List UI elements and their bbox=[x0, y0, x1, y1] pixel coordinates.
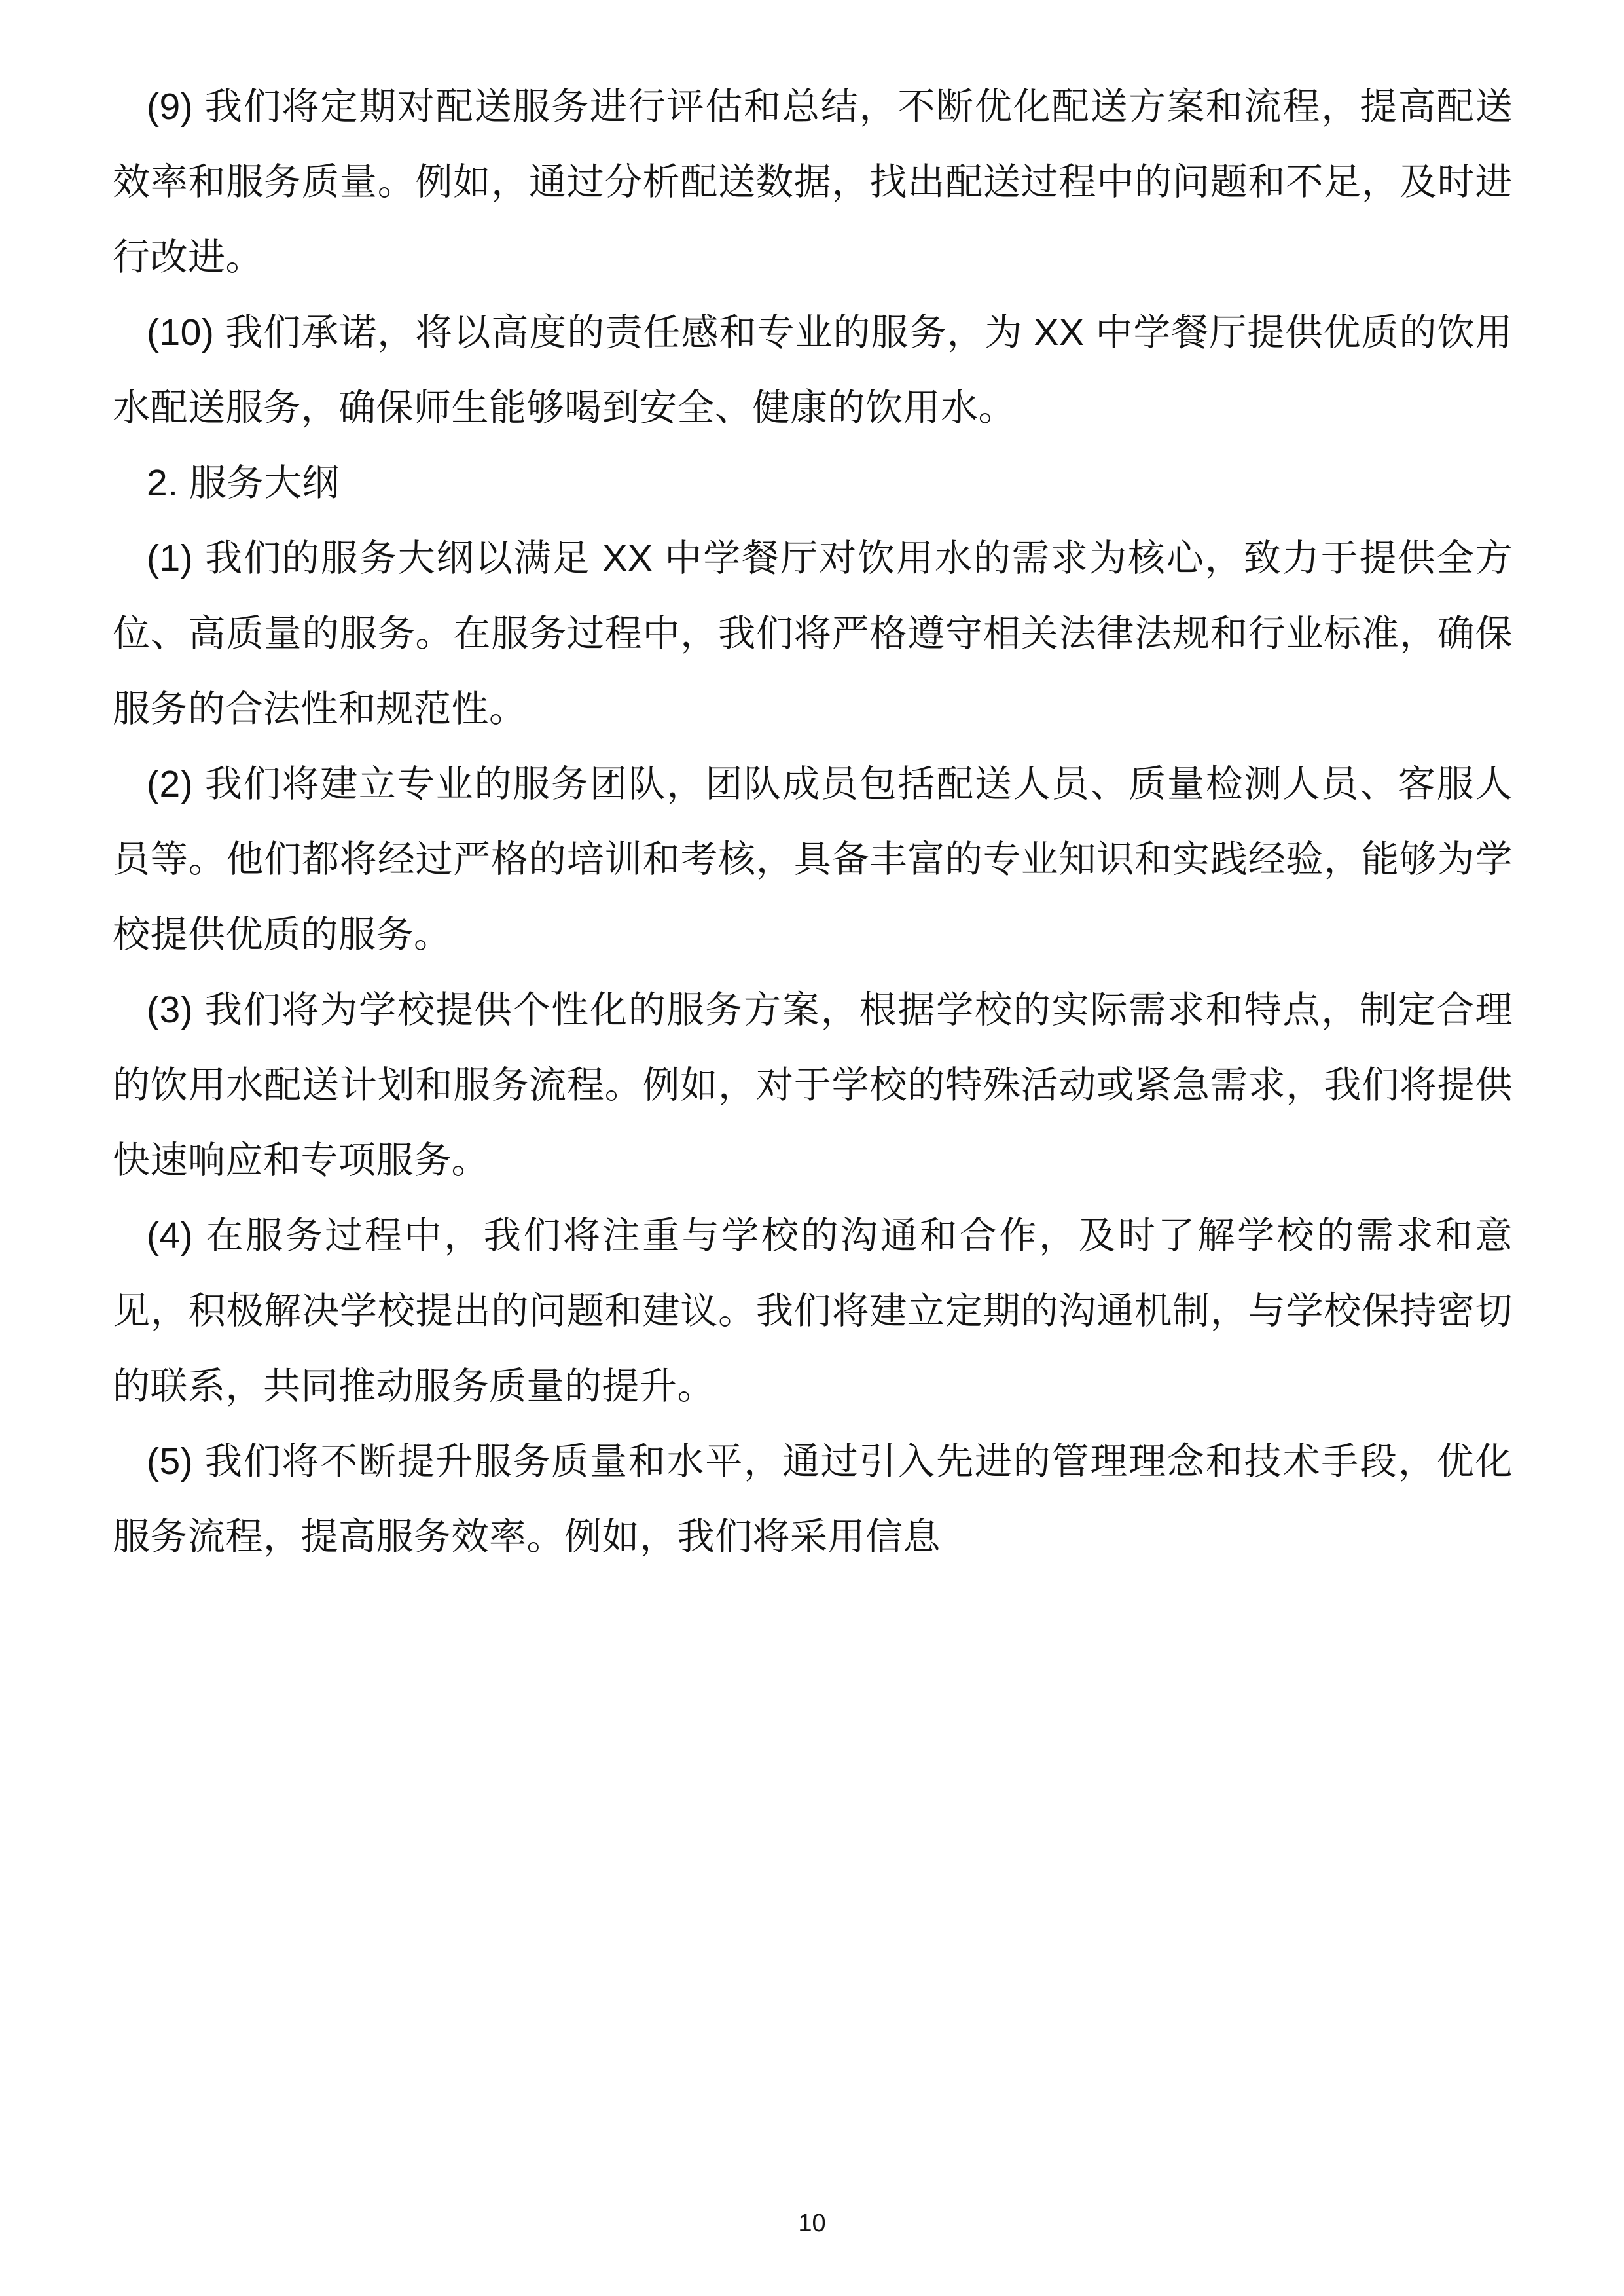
page-number: 10 bbox=[798, 2210, 826, 2237]
page-footer bbox=[0, 2211, 1624, 2236]
paragraph-item-10: (10) 我们承诺，将以高度的责任感和专业的服务，为 XX 中学餐厅提供优质的饮用水配送服务，确保师生能够喝到安全、健康的饮用水。 bbox=[113, 312, 1513, 429]
paragraph-item-9: (9) 我们将定期对配送服务进行评估和总结，不断优化配送方案和流程，提高配送效率和服务质量。例如，通过分析配送数据，找出配送过程中的问题和不足，及时进行改进。 bbox=[113, 86, 1513, 278]
paragraph-item-3: (3) 我们将为学校提供个性化的服务方案，根据学校的实际需求和特点，制定合理的饮用水配送计划和服务流程。例如，对于学校的特殊活动或紧急需求，我们将提供快速响应和专项服务。 bbox=[113, 989, 1513, 1181]
paragraph-item-5: (5) 我们将不断提升服务质量和水平，通过引入先进的管理理念和技术手段，优化服务流程，提高服务效率。例如，我们将采用信息 bbox=[113, 1441, 1513, 1558]
paragraph-item-4: (4) 在服务过程中，我们将注重与学校的沟通和合作，及时了解学校的需求和意见，积极解决学校提出的问题和建议。我们将建立定期的沟通机制，与学校保持密切的联系，共同推动服务质量的提升。 bbox=[113, 1215, 1513, 1407]
document-body bbox=[113, 69, 1513, 1575]
section-heading-service-outline: 2. 服务大纲 bbox=[147, 462, 340, 504]
paragraph-item-1: (1) 我们的服务大纲以满足 XX 中学餐厅对饮用水的需求为核心，致力于提供全方位、高质量的服务。在服务过程中，我们将严格遵守相关法律法规和行业标准，确保服务的合法性和规范性。 bbox=[113, 537, 1513, 730]
paragraph-item-2: (2) 我们将建立专业的服务团队，团队成员包括配送人员、质量检测人员、客服人员等。他们都将经过严格的培训和考核，具备丰富的专业知识和实践经验，能够为学校提供优质的服务。 bbox=[113, 763, 1513, 956]
